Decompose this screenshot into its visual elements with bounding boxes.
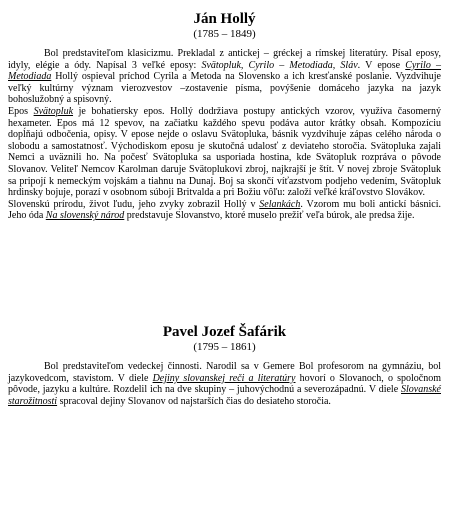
work-title: Dejiny slovanskej reči a literatúry: [152, 372, 296, 384]
paragraph: [8, 106, 441, 199]
work-title: Selankách: [259, 198, 301, 210]
text-run: Hollý ospieval príchod Cyrila a Metoda na Slovensko a ich kresťanské poslanie. Vyzdvihuje veľký kultúrny význam vierozvestov –zostavenie písma, povýšenie domáceho jazyka na jazyk bohoslužobný a spisovný.: [8, 71, 441, 106]
text-run: . Vzorom mu boli antickí básnici. Jeho óda: [8, 198, 441, 222]
section-title: Pavel Jozef Šafárik: [162, 324, 287, 340]
paragraph: [8, 361, 441, 407]
text-run: predstavuje Slovanstvo, ktoré muselo prežiť veľa búrok, ale predsa žije.: [124, 210, 415, 222]
text-run: spracoval dejiny Slovanov od najstarších čias do desiateho storočia.: [57, 395, 331, 407]
text-run: Epos: [8, 105, 34, 117]
section-years: (1795 – 1861): [193, 341, 256, 353]
section-years: (1785 – 1849): [193, 28, 256, 40]
text-run: . V epose: [357, 59, 406, 71]
text-run: hovorí o Slovanoch, o spoločnom pôvode, jazyku a kultúre. Rozdelil ich na dve skupiny – juhovýchodnú a severozápadnú. V diele: [8, 372, 441, 396]
work-title: Cyrilo – Metodiada: [8, 59, 441, 83]
section-jan-holly: [8, 10, 441, 222]
text-run: Slovenskú prírodu, život ľudu, jeho zvyky zobrazil Hollý v: [8, 198, 260, 210]
work-title: Na slovenský národ: [45, 210, 125, 222]
section-body: [8, 361, 441, 407]
text-run: Bol predstaviteľom vedeckej činnosti. Narodil sa v Gemere Bol profesorom na gymnáziu, bol jazykovedcom, stavistom. V diele: [8, 361, 441, 384]
work-list: Svätopluk, Cyrilo – Metodiada, Sláv: [201, 59, 358, 71]
section-pavel-jozef-safarik: [8, 323, 441, 407]
work-title: Slovanské starožitnosti: [8, 384, 441, 407]
section-title: Ján Hollý: [193, 11, 256, 27]
paragraph: [8, 48, 441, 106]
text-run: Bol predstaviteľom klasicizmu. Prekladal z antickej – gréckej a rímskej literatúry. Písal eposy, idyly, elégie a ódy. Napísal 3 veľké eposy:: [8, 48, 441, 71]
work-title: Svätopluk: [33, 105, 74, 117]
paragraph: [8, 199, 441, 222]
section-body: [8, 48, 441, 222]
text-run: je bohatiersky epos. Hollý dodržiava postupy antických vzorov, využíva časomerný hexameter. Epos má 12 spevov, na začiatku každého spevu podáva autor krátky obsah. Kompozíciu dopĺňajú odbočenia, opisy. V epose nejde o oslavu Svätopluka, básnik vyzdvihuje zápas celého národa o slobodu a samostatnosť. Východiskom eposu je skutočná udalosť z deviateho storočia. Svätopluka zajali Nemci a uväznili ho. Na počesť Svätopluka sa usporiada hostina, kde Svätopluk rozpráva o pôvode Slovanov. Veliteľ Nemcov Karolman daruje Svätoplukovi zbroj, najkrajší je štít. V novej zbroje Svätopluk sa pripojí k nemeckým vojskám a tiahnu na Dunaj. Boj sa skončí víťazstvom podjeho vedením, Svätopluk hrdinsky bojuje, porazí v osobnom súboji Britvalda a pri Božiu vôľu: založí veľké kráľovstvo Slovákov.: [8, 105, 441, 199]
